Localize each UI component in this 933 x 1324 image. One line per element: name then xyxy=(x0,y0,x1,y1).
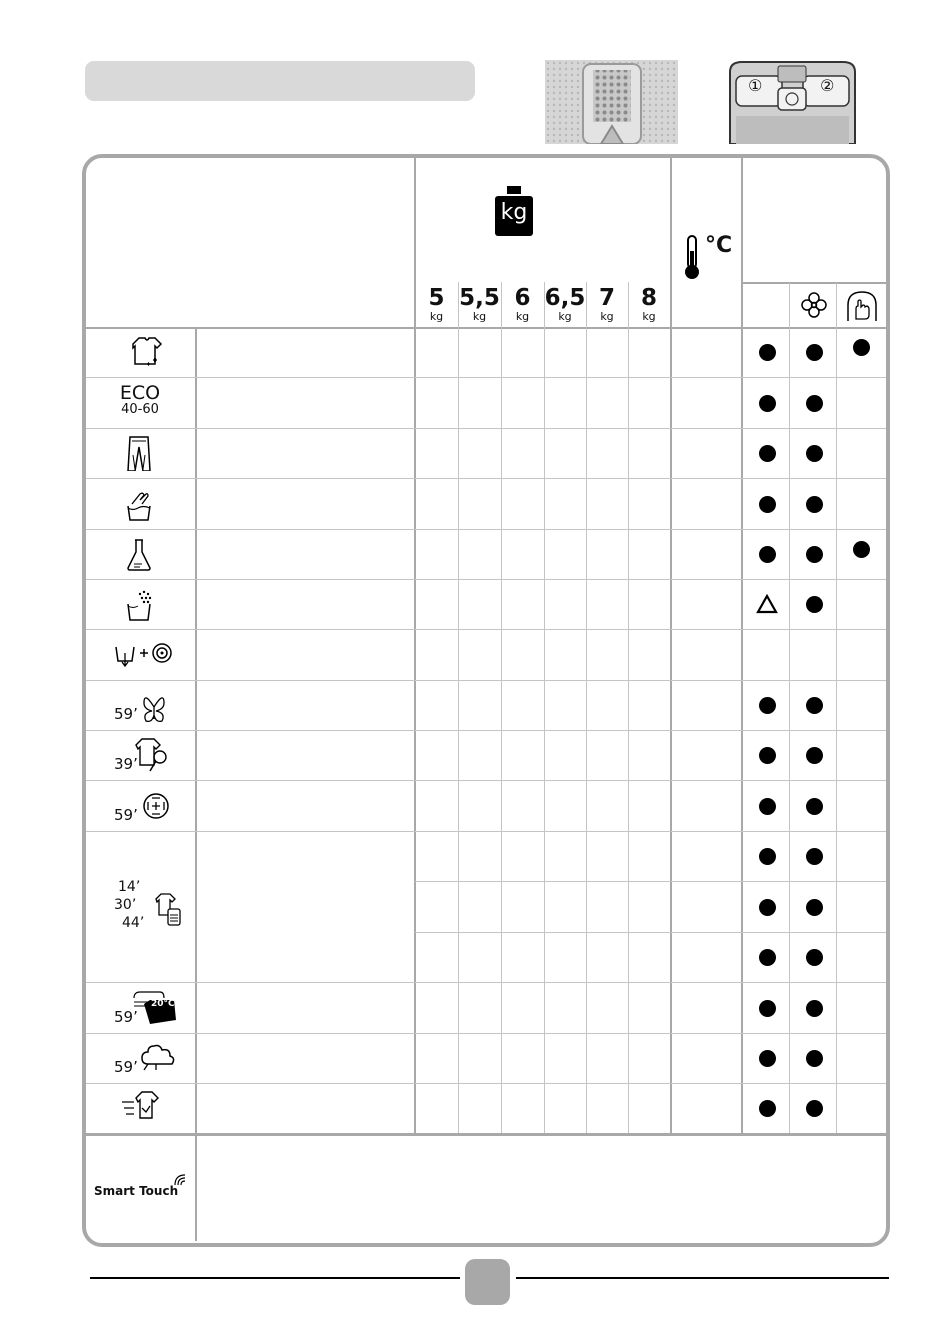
indicator-dot xyxy=(806,697,823,714)
row-divider xyxy=(86,1083,886,1084)
load-size-unit: kg xyxy=(600,310,614,323)
weight-kg-icon: kg xyxy=(495,186,533,242)
mix-20c-icon xyxy=(114,990,174,1026)
load-size-unit: kg xyxy=(515,310,530,323)
load-size-value: 5,5 xyxy=(459,285,500,311)
indicator-dot xyxy=(759,1000,776,1017)
col-divider-kg xyxy=(670,158,672,1133)
dispenser-col-divider xyxy=(836,283,837,1133)
load-size-unit: kg xyxy=(642,310,656,323)
dispenser-col-divider xyxy=(789,283,790,1133)
triangle-marker xyxy=(756,594,778,618)
load-size-value: 6 xyxy=(514,285,531,311)
program-duration: 59’ xyxy=(114,1058,138,1076)
indicator-dot xyxy=(806,445,823,462)
program-duration: 59’ xyxy=(114,705,138,723)
indicator-dot xyxy=(806,1100,823,1117)
indicator-dot xyxy=(806,1050,823,1067)
kg-col-divider xyxy=(628,282,629,1133)
load-size-unit: kg xyxy=(429,310,444,323)
wool-icon xyxy=(114,1040,174,1076)
row-divider xyxy=(86,579,886,580)
indicator-dot xyxy=(806,395,823,412)
kg-col-divider xyxy=(544,282,545,1133)
col-divider-temp xyxy=(741,158,743,1133)
row-divider xyxy=(86,629,886,630)
hand-touch-icon xyxy=(845,289,879,327)
indicator-dot xyxy=(759,546,776,563)
load-size-unit: kg xyxy=(558,310,572,323)
indicator-dot xyxy=(759,395,776,412)
row-divider xyxy=(86,1033,886,1034)
row-divider xyxy=(415,881,886,882)
indicator-dot xyxy=(759,445,776,462)
load-size-value: 7 xyxy=(598,285,615,311)
row-divider xyxy=(86,780,886,781)
indicator-dot xyxy=(806,496,823,513)
jeans-icon xyxy=(114,435,174,471)
hand-wash-icon xyxy=(114,486,174,522)
indicator-dot xyxy=(759,496,776,513)
footer-divider xyxy=(86,1133,886,1136)
kg-col-divider xyxy=(458,282,459,1133)
header-divider xyxy=(86,327,886,329)
indicator-dot xyxy=(806,344,823,361)
compartment-1-label: ① xyxy=(748,76,763,95)
thermometer-icon: °C xyxy=(683,235,701,285)
footer-rule-left xyxy=(90,1277,460,1279)
allergy-cross-icon xyxy=(114,788,174,824)
load-size-value: 5 xyxy=(428,285,445,311)
indicator-dot xyxy=(759,1100,776,1117)
row-divider xyxy=(86,831,886,832)
row-divider xyxy=(86,478,886,479)
indicator-dot xyxy=(759,848,776,865)
indicator-dot xyxy=(759,747,776,764)
indicator-dot xyxy=(759,798,776,815)
page-title-bar xyxy=(85,61,475,101)
indicator-dot xyxy=(853,541,870,558)
indicator-dot xyxy=(853,339,870,356)
indicator-dot xyxy=(806,546,823,563)
indicator-dot xyxy=(806,848,823,865)
indicator-dot xyxy=(759,344,776,361)
indicator-dot xyxy=(759,1050,776,1067)
indicator-dot xyxy=(759,697,776,714)
indicator-dot xyxy=(806,596,823,613)
indicator-dot xyxy=(806,747,823,764)
row-divider xyxy=(86,982,886,983)
quick-dry-icon xyxy=(114,1090,174,1126)
row-divider xyxy=(86,529,886,530)
load-size-value: 8 xyxy=(640,285,657,311)
row-divider xyxy=(415,932,886,933)
dispenser-subheader-line xyxy=(743,282,886,284)
footer-rule-right xyxy=(516,1277,889,1279)
col-divider-icon xyxy=(195,328,197,1241)
hygiene-flask-icon xyxy=(114,536,174,572)
row-divider xyxy=(86,680,886,681)
mixed-fabrics-icon xyxy=(121,334,181,370)
indicator-dot xyxy=(806,798,823,815)
rapid-duration: 30’ xyxy=(114,896,137,913)
drain-spin-icon xyxy=(114,637,174,673)
rapid-icon xyxy=(114,878,174,933)
rapid-duration: 44’ xyxy=(122,914,145,931)
sport-icon xyxy=(114,737,174,773)
load-size-value: 6,5 xyxy=(544,285,586,311)
fabric-softener-icon xyxy=(800,290,828,324)
eco-40-60-icon: ECO 40-60 xyxy=(119,381,161,417)
indicator-dot xyxy=(759,899,776,916)
smart-touch-logo: Smart Touch xyxy=(94,1180,178,1199)
row-divider xyxy=(86,377,886,378)
indicator-dot xyxy=(806,899,823,916)
page-number-box xyxy=(465,1259,510,1305)
load-size-unit: kg xyxy=(472,310,487,323)
indicator-dot xyxy=(806,949,823,966)
program-duration: 39’ xyxy=(114,755,138,773)
kg-col-divider xyxy=(501,282,502,1133)
program-duration: 59’ xyxy=(114,1007,138,1026)
delicates-butterfly-icon xyxy=(114,687,174,723)
row-divider xyxy=(86,730,886,731)
row-divider xyxy=(86,428,886,429)
rinse-spray-icon xyxy=(114,586,174,622)
temp-badge: 20°C xyxy=(151,998,175,1009)
program-duration: 59’ xyxy=(114,805,138,824)
indicator-dot xyxy=(806,1000,823,1017)
kg-col-divider xyxy=(586,282,587,1133)
indicator-dot xyxy=(759,949,776,966)
dispenser-compartments-photo xyxy=(726,60,859,144)
rapid-duration: 14’ xyxy=(118,878,141,895)
detergent-drawer-photo xyxy=(545,60,678,144)
compartment-2-label: ② xyxy=(820,76,835,95)
